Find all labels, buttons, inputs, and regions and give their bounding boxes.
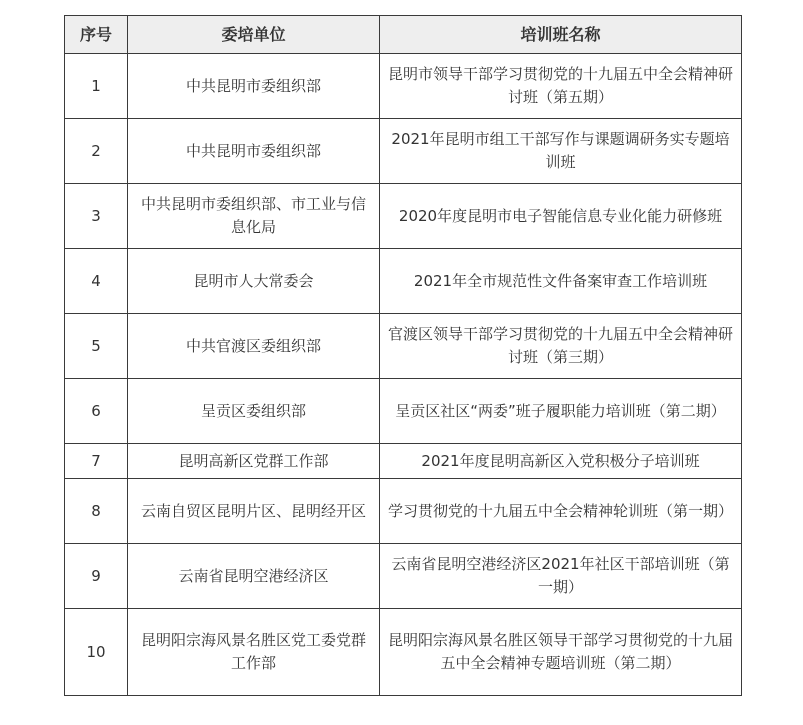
- cell-commissioning-unit: 中共昆明市委组织部: [128, 119, 380, 184]
- cell-commissioning-unit: 云南省昆明空港经济区: [128, 544, 380, 609]
- cell-serial-number: 3: [65, 184, 128, 249]
- cell-training-class-name: 昆明阳宗海风景名胜区领导干部学习贯彻党的十九届五中全会精神专题培训班（第二期）: [380, 609, 742, 696]
- table-row: [65, 444, 742, 479]
- cell-serial-number: 7: [65, 444, 128, 479]
- table-row: [65, 184, 742, 249]
- cell-serial-number: 10: [65, 609, 128, 696]
- cell-training-class-name: 昆明市领导干部学习贯彻党的十九届五中全会精神研讨班（第五期）: [380, 54, 742, 119]
- table-row: [65, 379, 742, 444]
- header-training-class-name: 培训班名称: [380, 16, 742, 54]
- cell-training-class-name: 2020年度昆明市电子智能信息专业化能力研修班: [380, 184, 742, 249]
- cell-serial-number: 9: [65, 544, 128, 609]
- cell-serial-number: 2: [65, 119, 128, 184]
- table-row: [65, 544, 742, 609]
- cell-serial-number: 4: [65, 249, 128, 314]
- table-row: [65, 314, 742, 379]
- table-body: [65, 54, 742, 696]
- cell-commissioning-unit: 呈贡区委组织部: [128, 379, 380, 444]
- cell-serial-number: 5: [65, 314, 128, 379]
- cell-commissioning-unit: 昆明阳宗海风景名胜区党工委党群工作部: [128, 609, 380, 696]
- cell-serial-number: 8: [65, 479, 128, 544]
- table-row: [65, 249, 742, 314]
- cell-training-class-name: 2021年昆明市组工干部写作与课题调研务实专题培训班: [380, 119, 742, 184]
- table-row: [65, 119, 742, 184]
- cell-training-class-name: 学习贯彻党的十九届五中全会精神轮训班（第一期）: [380, 479, 742, 544]
- header-serial-number: 序号: [65, 16, 128, 54]
- cell-commissioning-unit: 昆明市人大常委会: [128, 249, 380, 314]
- cell-training-class-name: 云南省昆明空港经济区2021年社区干部培训班（第一期）: [380, 544, 742, 609]
- cell-training-class-name: 呈贡区社区“两委”班子履职能力培训班（第二期）: [380, 379, 742, 444]
- cell-serial-number: 1: [65, 54, 128, 119]
- cell-training-class-name: 2021年全市规范性文件备案审查工作培训班: [380, 249, 742, 314]
- cell-training-class-name: 2021年度昆明高新区入党积极分子培训班: [380, 444, 742, 479]
- header-row: [65, 16, 742, 54]
- table-header: [65, 16, 742, 54]
- table-row: [65, 479, 742, 544]
- cell-commissioning-unit: 中共官渡区委组织部: [128, 314, 380, 379]
- cell-commissioning-unit: 中共昆明市委组织部: [128, 54, 380, 119]
- cell-training-class-name: 官渡区领导干部学习贯彻党的十九届五中全会精神研讨班（第三期）: [380, 314, 742, 379]
- cell-commissioning-unit: 昆明高新区党群工作部: [128, 444, 380, 479]
- table-row: [65, 54, 742, 119]
- training-class-table: [64, 15, 742, 696]
- cell-commissioning-unit: 云南自贸区昆明片区、昆明经开区: [128, 479, 380, 544]
- cell-commissioning-unit: 中共昆明市委组织部、市工业与信息化局: [128, 184, 380, 249]
- header-commissioning-unit: 委培单位: [128, 16, 380, 54]
- table-row: [65, 609, 742, 696]
- cell-serial-number: 6: [65, 379, 128, 444]
